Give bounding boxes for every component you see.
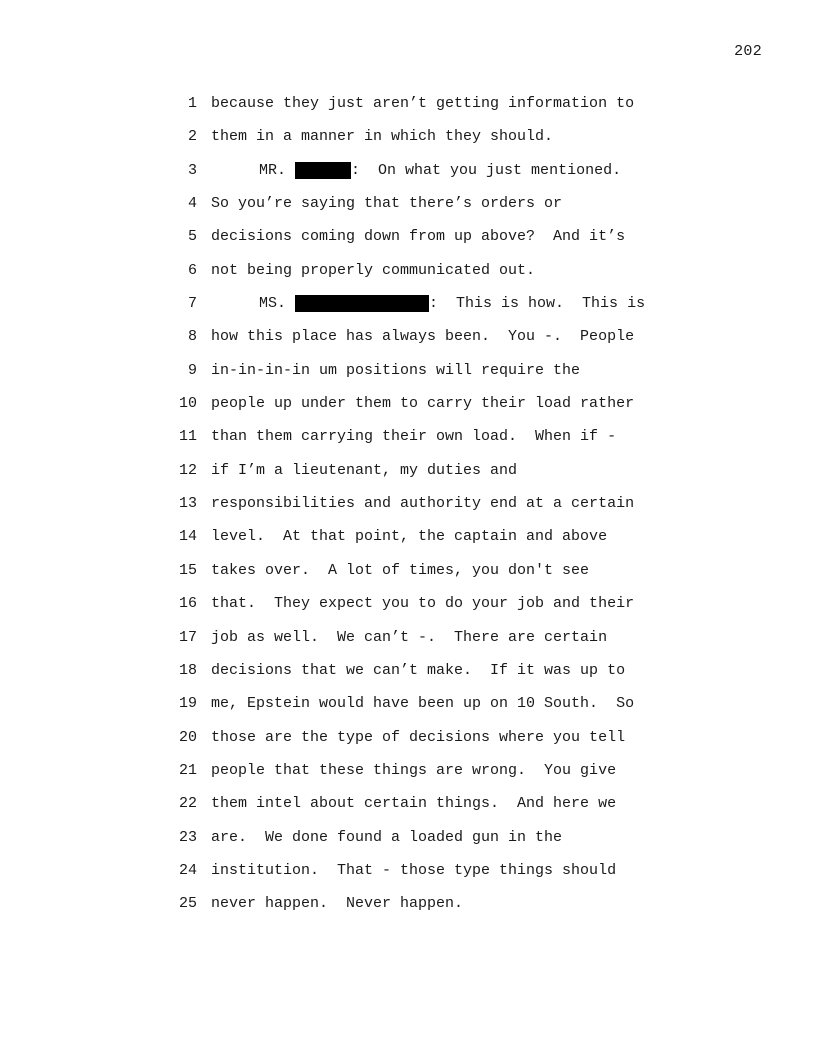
transcript-line bbox=[170, 187, 690, 220]
line-text: if I’m a lieutenant, my duties and bbox=[211, 461, 518, 479]
line-text: decisions that we can’t make. If it was up to bbox=[211, 661, 626, 679]
line-number: 11 bbox=[178, 428, 197, 446]
transcript-line bbox=[170, 754, 690, 787]
line-number: 1 bbox=[187, 95, 197, 112]
line-text: not being properly communicated out. bbox=[211, 261, 536, 279]
line-number: 20 bbox=[178, 728, 197, 746]
line-text: level. At that point, the captain and above bbox=[211, 528, 608, 546]
line-number: 21 bbox=[178, 761, 197, 779]
transcript-line bbox=[170, 787, 690, 820]
line-text: : This is how. This is bbox=[429, 295, 646, 313]
redaction-bar bbox=[295, 295, 429, 312]
line-number: 5 bbox=[187, 228, 197, 246]
line-number: 2 bbox=[187, 128, 197, 146]
line-text: them intel about certain things. And here we bbox=[211, 795, 617, 813]
line-text: institution. That - those type things should bbox=[211, 861, 617, 879]
line-text: me, Epstein would have been up on 10 South. So bbox=[211, 695, 635, 713]
transcript-line bbox=[170, 654, 690, 687]
speaker-label: MS. bbox=[259, 295, 287, 313]
transcript-line bbox=[170, 420, 690, 453]
line-text: are. We done found a loaded gun in the bbox=[211, 828, 563, 846]
speaker-label: MR. bbox=[259, 161, 287, 179]
line-number: 14 bbox=[178, 528, 197, 546]
line-number: 16 bbox=[178, 595, 197, 613]
line-number: 19 bbox=[178, 695, 197, 713]
line-number: 4 bbox=[187, 195, 197, 213]
line-text: than them carrying their own load. When if - bbox=[211, 428, 617, 446]
line-text: how this place has always been. You -. People bbox=[211, 328, 635, 346]
line-text: in-in-in-in um positions will require the bbox=[211, 361, 581, 379]
transcript-line bbox=[170, 687, 690, 720]
transcript-line bbox=[170, 387, 690, 420]
line-number: 8 bbox=[187, 328, 197, 346]
transcript-line bbox=[170, 154, 690, 187]
transcript-line bbox=[170, 454, 690, 487]
transcript-line bbox=[170, 587, 690, 620]
line-number: 22 bbox=[178, 795, 197, 813]
line-number: 18 bbox=[178, 661, 197, 679]
transcript-line bbox=[170, 554, 690, 587]
transcript-line bbox=[170, 621, 690, 654]
transcript-line bbox=[170, 887, 690, 920]
line-text: decisions coming down from up above? And it’s bbox=[211, 228, 626, 246]
line-text: people up under them to carry their load rather bbox=[211, 395, 635, 413]
line-number: 9 bbox=[187, 361, 197, 379]
line-text: job as well. We can’t -. There are certain bbox=[211, 628, 608, 646]
transcript-line bbox=[170, 254, 690, 287]
transcript-line bbox=[170, 821, 690, 854]
line-number: 25 bbox=[178, 895, 197, 913]
line-number: 6 bbox=[187, 261, 197, 279]
line-text: them in a manner in which they should. bbox=[211, 128, 554, 146]
line-number: 3 bbox=[187, 161, 197, 179]
line-text: because they just aren’t getting information to bbox=[211, 95, 635, 112]
line-number: 17 bbox=[178, 628, 197, 646]
line-text: takes over. A lot of times, you don't see bbox=[211, 561, 590, 579]
line-number: 13 bbox=[178, 495, 197, 513]
transcript-line bbox=[170, 354, 690, 387]
transcript-line bbox=[170, 320, 690, 353]
line-text: people that these things are wrong. You give bbox=[211, 761, 617, 779]
transcript-line bbox=[170, 520, 690, 553]
line-text: those are the type of decisions where you tell bbox=[211, 728, 626, 746]
line-text: : On what you just mentioned. bbox=[351, 161, 622, 179]
transcript-line bbox=[170, 87, 690, 120]
transcript-line bbox=[170, 721, 690, 754]
line-text: that. They expect you to do your job and their bbox=[211, 595, 635, 613]
line-text: responsibilities and authority end at a certain bbox=[211, 495, 635, 513]
redaction-bar bbox=[295, 162, 351, 179]
transcript-body bbox=[170, 87, 690, 921]
line-text: So you’re saying that there’s orders or bbox=[211, 195, 563, 213]
line-number: 10 bbox=[178, 395, 197, 413]
transcript-line bbox=[170, 120, 690, 153]
line-number: 23 bbox=[178, 828, 197, 846]
line-number: 15 bbox=[178, 561, 197, 579]
page-number: 202 bbox=[734, 43, 762, 60]
transcript-line bbox=[170, 220, 690, 253]
line-number: 12 bbox=[178, 461, 197, 479]
line-number: 7 bbox=[187, 295, 197, 313]
line-text: never happen. Never happen. bbox=[211, 895, 464, 913]
transcript-line bbox=[170, 854, 690, 887]
line-number: 24 bbox=[178, 861, 197, 879]
transcript-line bbox=[170, 487, 690, 520]
transcript-line bbox=[170, 287, 690, 320]
